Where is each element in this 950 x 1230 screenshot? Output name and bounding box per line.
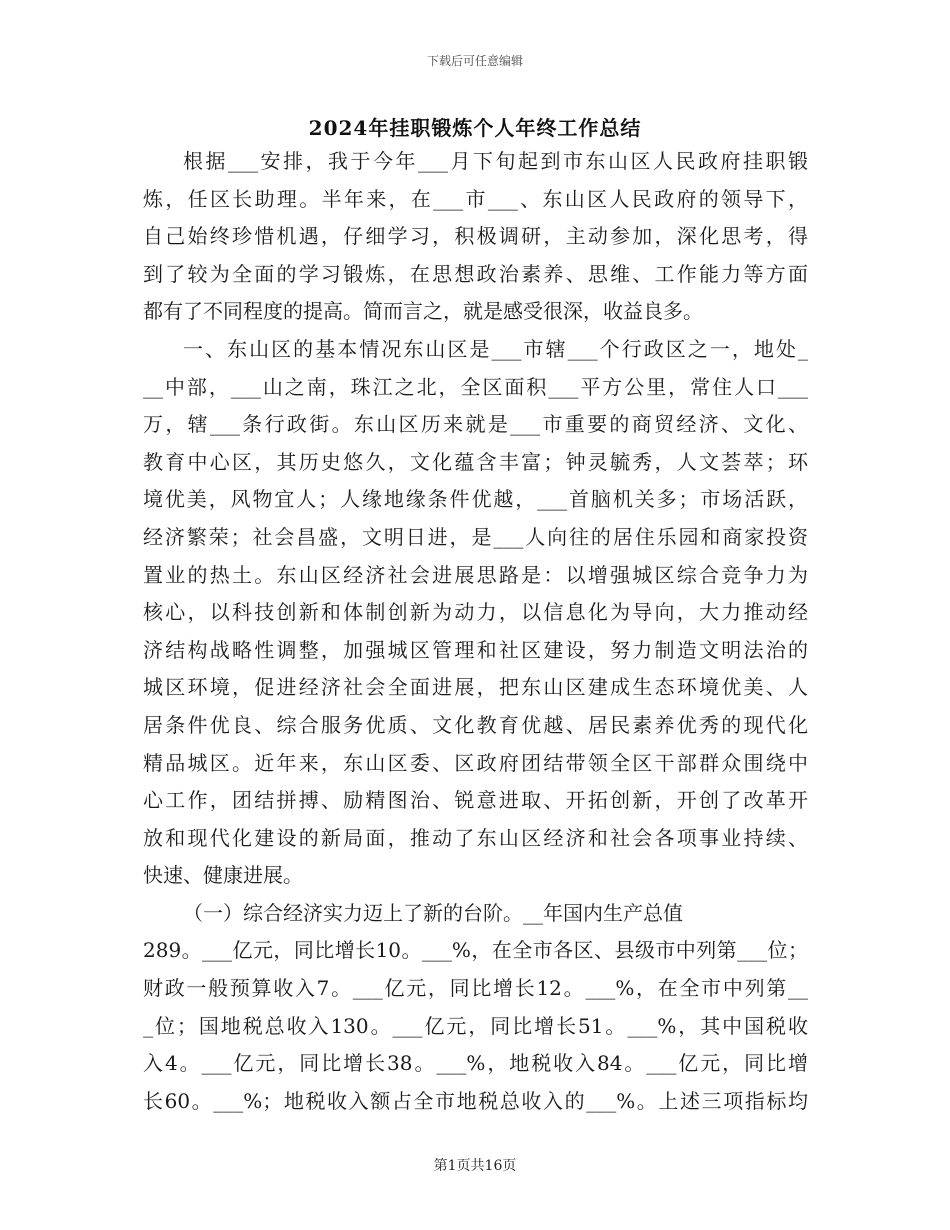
text-line: 置业的热土。东山区经济社会进展思路是：以增强城区综合竞争力为 <box>143 562 808 587</box>
text-line: 根据___安排，我于今年___月下旬起到市东山区人民政府挂职锻 <box>183 149 808 173</box>
text-line: 经济繁荣；社会昌盛，文明日进，是___人向往的居住乐园和商家投资 <box>143 524 808 549</box>
page-footer: 第1页共16页 <box>433 1158 517 1174</box>
text-line: 居条件优良、综合服务优质、文化教育优越、居民素养优秀的现代化 <box>143 712 808 737</box>
text-line: 心工作，团结拼搏、励精图治、锐意进取、开拓创新，开创了改革开 <box>143 788 808 813</box>
text-line: 万，辖___条行政街。东山区历来就是___市重要的商贸经济、文化、 <box>143 412 808 437</box>
text-line: 境优美，风物宜人；人缘地缘条件优越，___首脑机关多；市场活跃， <box>143 487 808 512</box>
text-line: 入4。___亿元，同比增长38。___%，地税收入84。___亿元，同比增 <box>143 1051 808 1076</box>
text-line: __中部，___山之南，珠江之北，全区面积___平方公里，常住人口___ <box>143 374 808 399</box>
text-line: 289。___亿元，同比增长10。___%，在全市各区、县级市中列第___位； <box>143 938 808 963</box>
text-line: 到了较为全面的学习锻炼，在思想政治素养、思维、工作能力等方面 <box>143 261 808 286</box>
text-line: 放和现代化建设的新局面，推动了东山区经济和社会各项事业持续、 <box>143 825 808 850</box>
text-line: _位；国地税总收入130。___亿元，同比增长51。___%，其中国税收 <box>143 1013 808 1038</box>
text-line: 长60。___%；地税收入额占全市地税总收入的___%。上述三项指标均 <box>143 1088 808 1113</box>
text-line: 炼，任区长助理。半年来，在___市___、东山区人民政府的领导下， <box>143 186 808 211</box>
text-line: 城区环境，促进经济社会全面进展，把东山区建成生态环境优美、人 <box>143 675 808 700</box>
text-line: 自己始终珍惜机遇，仔细学习，积极调研，主动参加，深化思考，得 <box>143 224 808 249</box>
text-line: 财政一般预算收入7。___亿元，同比增长12。___%，在全市中列第__ <box>143 976 808 1001</box>
text-line: 教育中心区，其历史悠久，文化蕴含丰富；钟灵毓秀，人文荟萃；环 <box>143 449 808 474</box>
text-line: 济结构战略性调整，加强城区管理和社区建设，努力制造文明法治的 <box>143 637 808 662</box>
header-note: 下载后可任意编辑 <box>426 54 523 68</box>
text-line: 一、东山区的基本情况东山区是___市辖___个行政区之一，地处_ <box>183 336 808 361</box>
document-title: 2024年挂职锻炼个人年终工作总结 <box>308 116 642 140</box>
document-body <box>143 143 808 1120</box>
text-line: 精品城区。近年来，东山区委、区政府团结带领全区干部群众围绕中 <box>143 750 808 775</box>
text-line: 快速、健康进展。 <box>143 863 303 888</box>
text-line: 核心，以科技创新和体制创新为动力，以信息化为导向，大力推动经 <box>143 600 808 625</box>
text-line: （一）综合经济实力迈上了新的台阶。__年国内生产总值 <box>183 900 683 925</box>
text-line: 都有了不同程度的提高。简而言之，就是感受很深，收益良多。 <box>143 299 703 324</box>
